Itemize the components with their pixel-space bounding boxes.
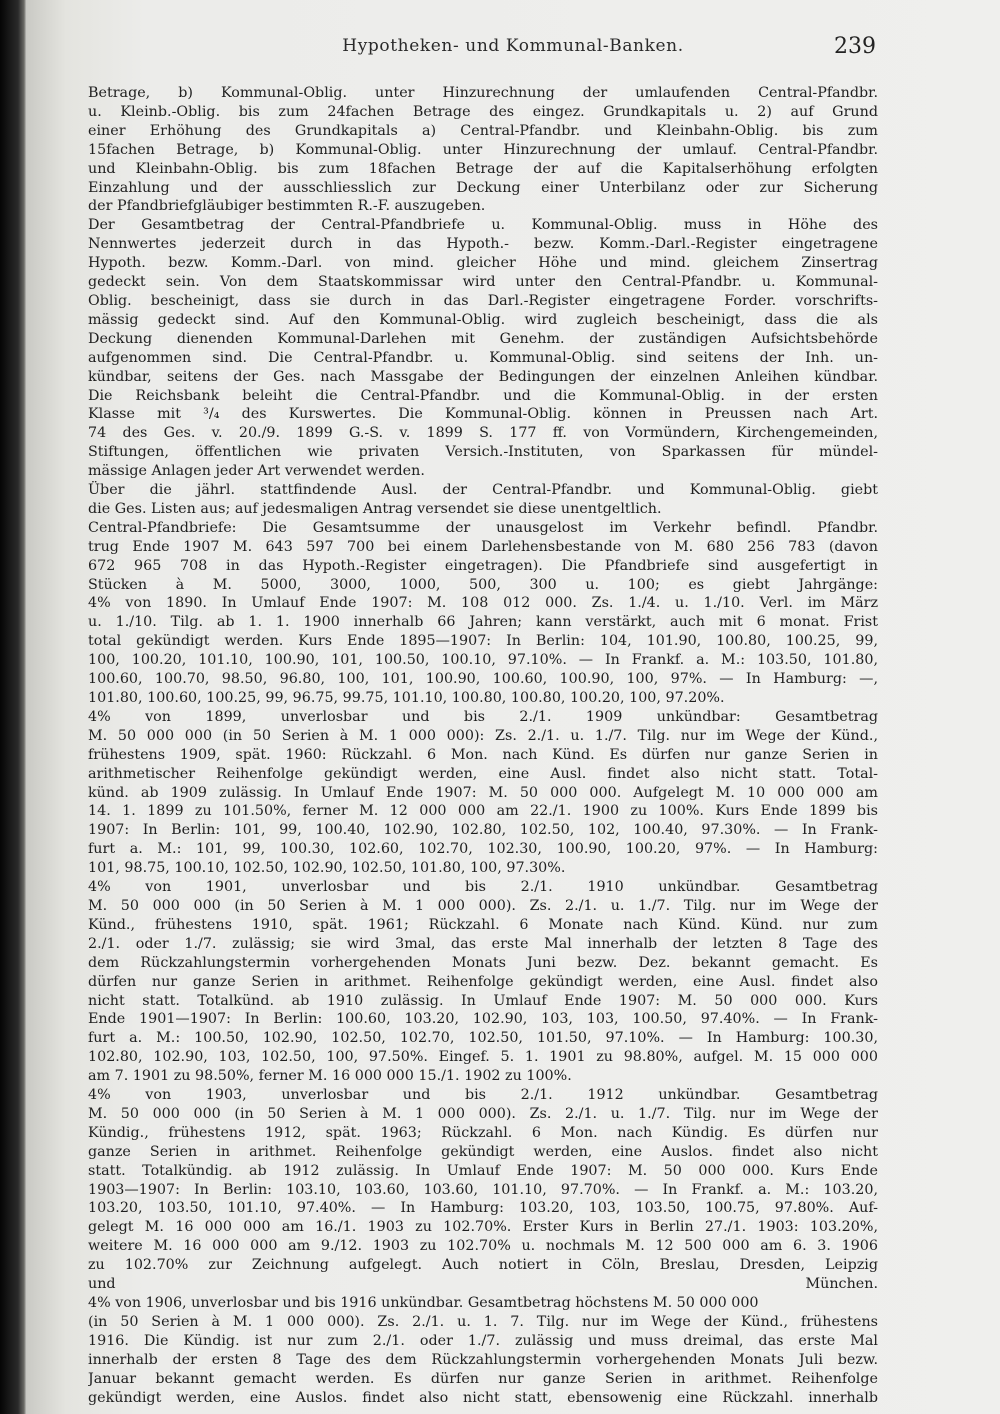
text-line: (in 50 Serien à M. 1 000 000). Zs. 2./1. u. 1. 7. Tilg. nur im Wege der Künd., frühestens — [88, 1313, 878, 1330]
text-line: Kündig., frühestens 1912, spät. 1963; Rückzahl. 6 Mon. nach Kündig. Es dürfen nur — [88, 1124, 878, 1141]
text-line: Betrage, b) Kommunal-Oblig. unter Hinzurechnung der umlaufenden Central-Pfandbr. — [88, 85, 878, 101]
text-line: 4% von 1901, unverlosbar und bis 2./1. 1910 unkündbar. Gesamtbetrag — [88, 879, 878, 896]
text-line: Der Gesamtbetrag der Central-Pfandbriefe u. Kommunal-Oblig. muss in Höhe des — [88, 217, 878, 234]
text-line: gekündigt werden, eine Auslos. findet also nicht statt, ebensowenig eine Rückzahl. innerhalb — [88, 1389, 878, 1406]
text-line: Januar bekannt gemacht werden. Es dürfen nur ganze Serien in arithmet. Reihenfolge — [88, 1370, 878, 1387]
text-line: 1916. Die Kündig. ist nur zum 2./1. oder 1./7. zulässig und muss dreimal, das erste Mal — [88, 1332, 878, 1349]
text-line: Künd., frühestens 1910, spät. 1961; Rückzahl. 6 Monate nach Künd. Künd. nur zum — [88, 916, 878, 933]
text-line: u. 1./10. Tilg. ab 1. 1. 1900 innerhalb 66 Jahren; kann verstärkt, auch mit 6 monat. Frist — [88, 614, 878, 631]
text-line: weitere M. 16 000 000 am 9./12. 1903 zu 102.70% u. nochmals M. 12 500 000 am 6. 3. 1906 — [88, 1238, 878, 1255]
text-line: aufgenommen sind. Die Central-Pfandbr. u. Kommunal-Oblig. sind seitens der Inh. un- — [88, 349, 878, 366]
text-line: u. Kleinb.-Oblig. bis zum 24fachen Betrage des eingez. Grundkapitals u. 2) auf Grund — [88, 103, 878, 120]
text-line: und Kleinbahn-Oblig. bis zum 18fachen Betrage der auf die Kapitalserhöhung erfolgten — [88, 160, 878, 177]
text-line: M. 50 000 000 (in 50 Serien à M. 1 000 000): Zs. 2./1. u. 1./7. Tilg. nur im Wege der Künd., — [88, 727, 878, 744]
text-line: Klasse mit ³/₄ des Kurswertes. Die Kommunal-Oblig. können in Preussen nach Art. — [88, 406, 878, 423]
text-line: 4% von 1890. In Umlauf Ende 1907: M. 108 012 000. Zs. 1./4. u. 1./10. Verl. im März — [88, 595, 878, 612]
text-line: trug Ende 1907 M. 643 597 700 bei einem Darlehensbestande von M. 680 256 783 (davon — [88, 538, 878, 555]
text-line: gedeckt sein. Von dem Staatskommissar wird unter den Central-Pfandbr. u. Kommunal- — [88, 274, 878, 291]
page-number: 239 — [834, 34, 876, 59]
text-line: Ende 1901—1907: In Berlin: 100.60, 103.20, 102.90, 103, 103, 100.50, 97.40%. — In Frank- — [88, 1011, 878, 1028]
text-line: dem Rückzahlungstermin vorhergehenden Monats Juni bezw. Dez. bekannt gemacht. Es — [88, 954, 878, 971]
text-line: 4% von 1903, unverlosbar und bis 2./1. 1912 unkündbar. Gesamtbetrag — [88, 1087, 878, 1104]
text-line: Stiftungen, öffentlichen wie privaten Versich.-Instituten, von Sparkassen für mündel- — [88, 444, 878, 461]
text-line: künd. ab 1909 zulässig. In Umlauf Ende 1907: M. 50 000 000. Aufgelegt M. 10 000 000 am — [88, 784, 878, 801]
text-line: Hypoth. bezw. Komm.-Darl. von mind. gleicher Höhe und mind. gleichem Zinsertrag — [88, 255, 878, 272]
text-line: innerhalb der ersten 8 Tage des dem Rückzahlungstermin vorhergehenden Monats Juli bezw. — [88, 1351, 878, 1368]
text-line: statt. Totalkündig. ab 1912 zulässig. In Umlauf Ende 1907: M. 50 000 000. Kurs Ende — [88, 1162, 878, 1179]
page-header — [26, 34, 1000, 64]
text-line: Central-Pfandbriefe: Die Gesamtsumme der unausgelost im Verkehr befindl. Pfandbr. — [88, 519, 878, 536]
text-line: 102.80, 102.90, 103, 102.50, 100, 97.50%. Eingef. 5. 1. 1901 zu 98.80%, aufgel. M. 15 000 000 — [88, 1049, 878, 1066]
text-line: 2./1. oder 1./7. zulässig; sie wird 3mal, das erste Mal innerhalb der letzten 8 Tage des — [88, 935, 878, 952]
text-line: zu 102.70% zur Zeichnung aufgelegt. Auch notiert in Cöln, Breslau, Dresden, Leipzig — [88, 1257, 878, 1274]
text-line: 103.20, 103.50, 101.10, 97.40%. — In Hamburg: 103.20, 103, 103.50, 100.75, 97.80%. Auf- — [88, 1200, 878, 1217]
text-line: am 7. 1901 zu 98.50%, ferner M. 16 000 000 15./1. 1902 zu 100%. — [88, 1068, 572, 1085]
text-line: Stücken à M. 5000, 3000, 1000, 500, 300 u. 100; es giebt Jahrgänge: — [88, 576, 878, 593]
text-line: ganze Serien in arithmet. Reihenfolge gekündigt werden, eine Auslos. findet also nicht — [88, 1143, 878, 1160]
text-line: 101, 98.75, 100.10, 102.50, 102.90, 102.50, 101.80, 100, 97.30%. — [88, 860, 566, 877]
text-line: M. 50 000 000 (in 50 Serien à M. 1 000 000). Zs. 2./1. u. 1./7. Tilg. nur im Wege der — [88, 897, 878, 914]
text-line: 74 des Ges. v. 20./9. 1899 G.-S. v. 1899 S. 177 ff. von Vormündern, Kirchengemeinden, — [88, 425, 878, 442]
text-line: mässig gedeckt sind. Auf den Kommunal-Oblig. wird zugleich bescheinigt, dass die als — [88, 311, 878, 328]
text-line: 15fachen Betrage, b) Kommunal-Oblig. unter Hinzurechnung der umlauf. Central-Pfandbr. — [88, 141, 878, 158]
text-line: 101.80, 100.60, 100.25, 99, 96.75, 99.75, 101.10, 100.80, 100.80, 100.20, 100, 97.20%. — [88, 690, 725, 706]
scan-border — [0, 0, 26, 1414]
text-line: 4% von 1899, unverlosbar und bis 2./1. 1909 unkündbar: Gesamtbetrag — [88, 708, 878, 725]
text-line: Einzahlung und der ausschliesslich zur Deckung einer Unterbilanz oder zur Sicherung — [88, 179, 878, 196]
text-line: Über die jährl. stattfindende Ausl. der Central-Pfandbr. und Kommunal-Oblig. giebt — [88, 482, 878, 499]
text-line: gelegt M. 16 000 000 am 16./1. 1903 zu 102.70%. Erster Kurs in Berlin 27./1. 1903: 103.20%, — [88, 1219, 878, 1236]
text-line: Oblig. bescheinigt, dass sie durch in das Darl.-Register eingetragene Forder. vorschrifts- — [88, 292, 878, 309]
text-line: M. 50 000 000 (in 50 Serien à M. 1 000 000). Zs. 2./1. u. 1./7. Tilg. nur im Wege der — [88, 1105, 878, 1122]
text-line: Nennwertes jederzeit durch in das Hypoth.- bezw. Komm.-Darl.-Register eingetragene — [88, 236, 878, 253]
text-line: einer Erhöhung des Grundkapitals a) Central-Pfandbr. und Kleinbahn-Oblig. bis zum — [88, 122, 878, 139]
text-line: furt a. M.: 101, 99, 100.30, 102.60, 102.70, 102.30, 100.90, 100.20, 97%. — In Hamburg: — [88, 841, 878, 858]
text-line: 1903—1907: In Berlin: 103.10, 103.60, 103.60, 101.10, 97.70%. — In Frankf. a. M.: 103.20, — [88, 1181, 878, 1198]
text-line: total gekündigt werden. Kurs Ende 1895—1907: In Berlin: 104, 101.90, 100.80, 100.25, 99, — [88, 633, 878, 650]
document-page — [26, 0, 1000, 1414]
text-line: Die Reichsbank beleiht die Central-Pfandbr. und die Kommunal-Oblig. in der ersten — [88, 387, 878, 404]
text-line: die Ges. Listen aus; auf jedesmaligen Antrag versendet sie diese unentgeltlich. — [88, 500, 662, 517]
text-line: frühestens 1909, spät. 1960: Rückzahl. 6 Mon. nach Künd. Es dürfen nur ganze Serien in — [88, 746, 878, 763]
text-line: 14. 1. 1899 zu 101.50%, ferner M. 12 000 000 am 22./1. 1900 zu 100%. Kurs Ende 1899 bis — [88, 803, 878, 820]
text-line: dürfen nur ganze Serien in arithmet. Reihenfolge gekündigt werden, eine Ausl. findet also — [88, 973, 878, 990]
text-line: 1907: In Berlin: 101, 99, 100.40, 102.90, 102.80, 102.50, 102, 100.40, 97.30%. — In Frank- — [88, 822, 878, 839]
text-line: nicht statt. Totalkünd. ab 1910 zulässig. In Umlauf Ende 1907: M. 50 000 000. Kurs — [88, 992, 878, 1009]
text-line: arithmetischer Reihenfolge gekündigt werden, eine Ausl. findet also nicht statt. Total- — [88, 765, 878, 782]
running-head: Hypotheken- und Kommunal-Banken. — [342, 36, 684, 56]
text-line: Deckung dienenden Kommunal-Darlehen mit Genehm. der zuständigen Aufsichtsbehörde — [88, 330, 878, 347]
text-line: und München. — [88, 1276, 878, 1293]
body-text — [88, 84, 878, 1407]
text-line: kündbar, seitens der Ges. nach Massgabe der Bedingungen der einzelnen Anleihen kündbar. — [88, 368, 878, 385]
text-line: mässige Anlagen jeder Art verwendet werden. — [88, 463, 425, 480]
text-line: furt a. M.: 100.50, 102.90, 102.50, 102.70, 102.50, 101.50, 97.10%. — In Hamburg: 100.30, — [88, 1030, 878, 1047]
text-line: 100, 100.20, 101.10, 100.90, 101, 100.50, 100.10, 97.10%. — In Frankf. a. M.: 103.50, 101.80, — [88, 652, 878, 669]
text-line: 4% von 1906, unverlosbar und bis 1916 unkündbar. Gesamtbetrag höchstens M. 50 000 000 — [88, 1295, 759, 1311]
text-line: 672 965 708 in das Hypoth.-Register eingetragen). Die Pfandbriefe sind ausgefertigt in — [88, 557, 878, 574]
text-line: 100.60, 100.70, 98.50, 96.80, 100, 101, 100.90, 100.60, 100.90, 100, 97%. — In Hamburg: —, — [88, 671, 878, 688]
text-line: der Pfandbriefgläubiger bestimmten R.-F. auszugeben. — [88, 198, 486, 215]
